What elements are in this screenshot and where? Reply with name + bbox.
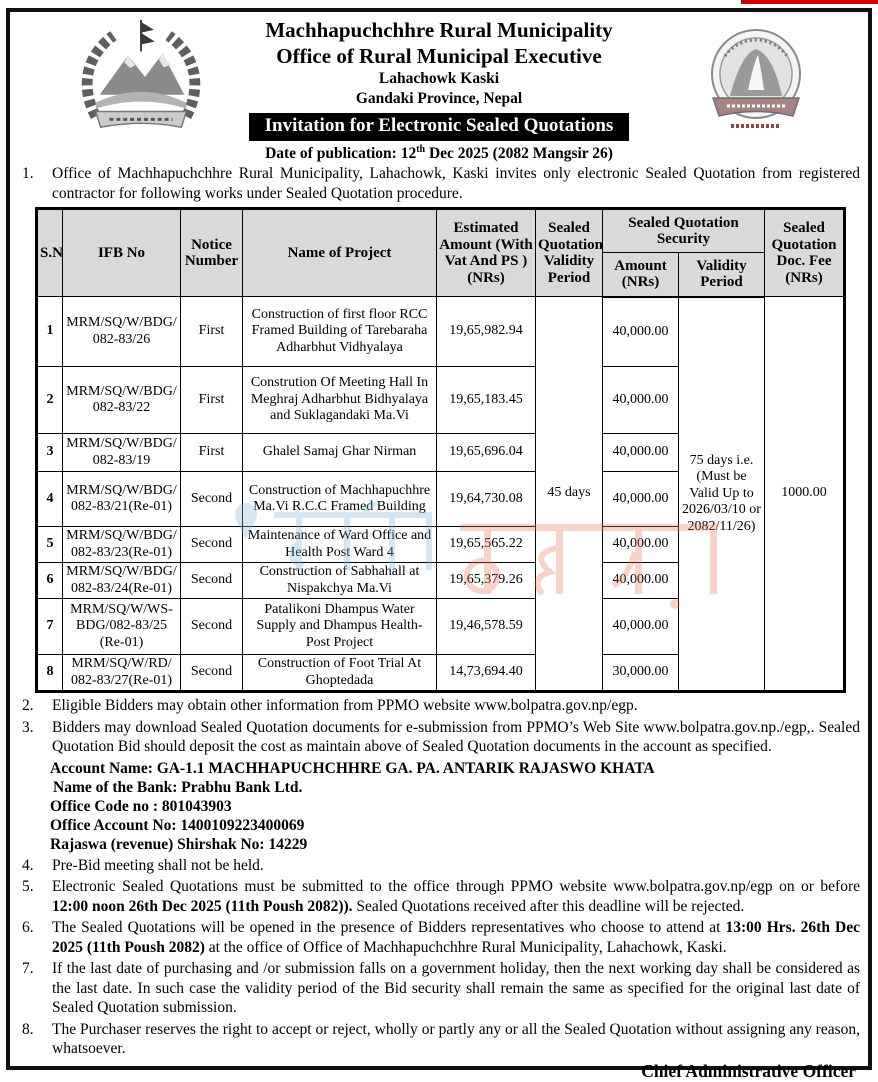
municipality-seal-icon [700,24,812,136]
municipality-name: Machhapuchchhre Rural Municipality [265,18,613,42]
col-header-security: Sealed Quotation Security [603,209,765,253]
note-text: Eligible Bidders may obtain other information from PPMO website www.bolpatra.gov.np/egp. [52,697,638,714]
note-item-3 [10,717,868,758]
ifb-line: MRM/SQ/W/BDG/ [66,383,177,399]
cell-security-amount: 40,000.00 [603,434,679,472]
cell-doc-fee: 1000.00 [765,297,845,692]
cell-amount: 14,73,694.40 [437,655,536,692]
note-number: 7. [22,960,34,977]
cell-notice: First [181,434,243,472]
ifb-line: MRM/SQ/W/BDG/ [66,528,177,543]
cell-security-amount: 40,000.00 [603,472,679,527]
cell-amount: 19,65,565.22 [437,527,536,563]
publication-date-prefix: Date of publication: 12 [265,145,417,163]
cell-security-amount: 40,000.00 [603,297,679,367]
cell-ifb [63,563,181,599]
cell-sn: 4 [37,472,63,527]
col-header-sn: S.N [37,209,63,297]
bank-name-line: Name of the Bank: Prabhu Bank Ltd. [53,778,303,796]
note-text: If the last date of purchasing and /or submission falls on a government holiday, then the next working day shall be considered as the last date. In such case the validity period of the Bid security shall remain the same as specified for the original last date of Sealed Quotation submission. [52,960,860,1016]
ifb-line: 082-83/27(Re-01) [70,672,173,688]
publication-date [10,144,868,163]
cell-security-amount: 40,000.00 [603,527,679,563]
col-header-ifb: IFB No [63,209,181,297]
cell-ifb [63,599,181,655]
cell-notice: Second [181,599,243,655]
col-header-doc-fee: Sealed Quotation Doc. Fee (NRs) [765,209,845,297]
cell-project: Construction of first floor RCC Framed Building of Tarebaraha Adharbhut Vidhyalaya [243,297,437,367]
office-account-line: Office Account No: 1400109223400069 [50,816,305,834]
cell-security-validity: 75 days i.e. (Must be Valid Up to 2026/03/10 or 2082/11/26) [679,297,765,692]
ifb-line: MRM/SQ/W/RD/ [71,656,172,671]
cell-ifb [63,655,181,692]
quotation-table [35,207,846,693]
office-code-line: Office Code no : 801043903 [50,797,232,815]
cell-amount: 19,65,379.26 [437,563,536,599]
cell-security-amount: 40,000.00 [603,367,679,434]
ifb-line: 082-83/22 [92,400,151,415]
cell-amount: 19,64,730.08 [437,472,536,527]
note-number: 5. [22,878,34,895]
note-item-2 [10,695,868,717]
account-details [50,758,868,855]
cell-project: Maintenance of Ward Office and Health Post Ward 4 [243,527,437,563]
cell-security-amount: 30,000.00 [603,655,679,692]
col-header-estimated: Estimated Amount (With Vat And PS ) (NRs) [437,209,536,297]
cell-project: Ghalel Samaj Ghar Nirman [243,434,437,472]
cell-project: Constrution Of Meeting Hall In Meghraj Adharbhut Bidhyalaya and Suklagandaki Ma.Vi [243,367,437,434]
notes-section [10,695,868,1060]
note-text-segment: Electronic Sealed Quotations must be submitted to the office through PPMO website www.bolpatra.gov.np/egp on or before [52,878,860,895]
ifb-line: MRM/SQ/W/BDG/ [66,564,177,579]
ifb-line: MRM/SQ/W/BDG/ [66,436,177,451]
intro-item [10,162,868,206]
notice-document [6,8,872,1081]
publication-date-ordinal: th [416,144,426,155]
province-line: Gandaki Province, Nepal [355,90,523,107]
cell-notice: First [181,297,243,367]
document-header [10,12,868,162]
note-item-8 [10,1019,868,1060]
notice-title-banner: Invitation for Electronic Sealed Quotations [249,113,630,141]
intro-number: 1. [22,165,34,182]
cell-amount: 19,46,578.59 [437,599,536,655]
cell-notice: Second [181,563,243,599]
note-text-segment: Sealed Quotations received after this deadline will be rejected. [352,897,745,915]
note-text: The Purchaser reserves the right to accept or reject, wholly or partly any or all the Sealed Quotation without assigning any reason, whatsoever. [52,1020,860,1057]
cell-notice: First [181,367,243,434]
cell-project: Construction of Machhapuchhre Ma.Vi R.C.C Framed Building [243,472,437,527]
note-text [52,877,862,916]
ifb-line: 082-83/21(Re-01) [70,499,173,514]
cell-sn: 1 [37,297,63,367]
cell-sn: 7 [37,599,63,655]
cell-amount: 19,65,696.04 [437,434,536,472]
ifb-line: 082-83/23(Re-01) [70,544,173,560]
deadline-highlight: 12:00 noon 26th Dec 2025 (11th Poush 2082)). [52,897,353,915]
note-item-7 [10,958,868,1019]
opening-time-highlight: 13:00 Hrs. 26th Dec 2025 (11th Poush 2082) [52,919,860,956]
intro-text: Office of Machhapuchchhre Rural Municipality, Lahachowk, Kaski invites only electronic Sealed Quotation from registered contractor for following works under Sealed Quotation procedure. [52,165,860,202]
signature-line: Chief Administrative Officer [641,1060,856,1081]
note-item-4 [10,855,868,877]
col-header-project: Name of Project [243,209,437,297]
cell-ifb [63,434,181,472]
ifb-line: 082-83/24(Re-01) [70,580,173,596]
place-line: Lahachowk Kaski [378,70,500,87]
col-header-security-amount: Amount (NRs) [603,253,679,297]
note-text: Bidders may download Sealed Quotation documents for e-submission from PPMO’s Web Site www.bolpatra.gov.np./egp,. Sealed Quotation Bid should deposit the cost as maintain above of Sealed Quotation documents in the account as specified. [52,718,860,755]
ifb-line: MRM/SQ/W/BDG/ [66,482,177,498]
note-text-segment: The Sealed Quotations will be opened in the presence of Bidders representatives who choose to attend at [52,919,726,936]
note-text [52,918,862,957]
ifb-line: MRM/SQ/W/BDG/ [66,315,177,330]
note-number: 6. [22,919,34,936]
cell-notice: Second [181,527,243,563]
rajaswa-shirshak-line: Rajaswa (revenue) Shirshak No: 14229 [50,835,308,853]
note-item-6 [10,917,868,958]
col-header-security-validity: Validity Period [679,253,765,297]
note-text-segment: at the office of Office of Machhapuchchhre Rural Municipality, Lahachowk, Kaski. [204,938,727,956]
cell-ifb [63,472,181,527]
cell-sn: 6 [37,563,63,599]
note-number: 4. [22,856,34,874]
table-body [37,297,845,692]
note-text: Pre-Bid meeting shall not be held. [52,856,264,874]
ifb-line: 082-83/19 [92,452,151,468]
cell-amount: 19,65,982.94 [437,297,536,367]
red-corner-mark [741,0,878,4]
ifb-line: 082-83/26 [92,331,151,347]
col-header-notice: Notice Number [181,209,243,297]
cell-sn: 5 [37,527,63,563]
cell-validity-period: 45 days [536,297,603,692]
publication-date-suffix: Dec 2025 (2082 Mangsir 26) [425,145,613,163]
note-number: 2. [22,697,34,714]
ifb-line: (Re-01) [99,634,144,650]
cell-notice: Second [181,472,243,527]
ifb-line: BDG/082-83/25 [76,618,167,634]
cell-project: Construction of Sabhahall at Nispakchya Ma.Vi [243,563,437,599]
table-row [37,297,845,367]
cell-project: Construction of Foot Trial At Ghoptedada [243,655,437,692]
cell-amount: 19,65,183.45 [437,367,536,434]
cell-ifb [63,367,181,434]
cell-ifb [63,297,181,367]
col-header-validity: Sealed Quotation Validity Period [536,209,603,297]
note-item-5 [10,876,868,917]
cell-security-amount: 40,000.00 [603,563,679,599]
cell-project: Patalikoni Dhampus Water Supply and Dhampus Health-Post Project [243,599,437,655]
note-number: 8. [22,1020,34,1038]
cell-sn: 2 [37,367,63,434]
ifb-line: MRM/SQ/W/WS- [70,601,173,617]
cell-notice: Second [181,655,243,692]
office-name: Office of Rural Municipal Executive [276,44,602,68]
cell-sn: 3 [37,434,63,472]
cell-security-amount: 40,000.00 [603,599,679,655]
cell-ifb [63,527,181,563]
note-number: 3. [22,718,34,736]
table-header [37,209,845,297]
cell-sn: 8 [37,655,63,692]
nepal-coat-of-arms-icon [72,16,210,144]
account-name-line: Account Name: GA-1.1 MACHHAPUCHCHHRE GA. PA. ANTARIK RAJASWO KHATA [50,759,655,777]
